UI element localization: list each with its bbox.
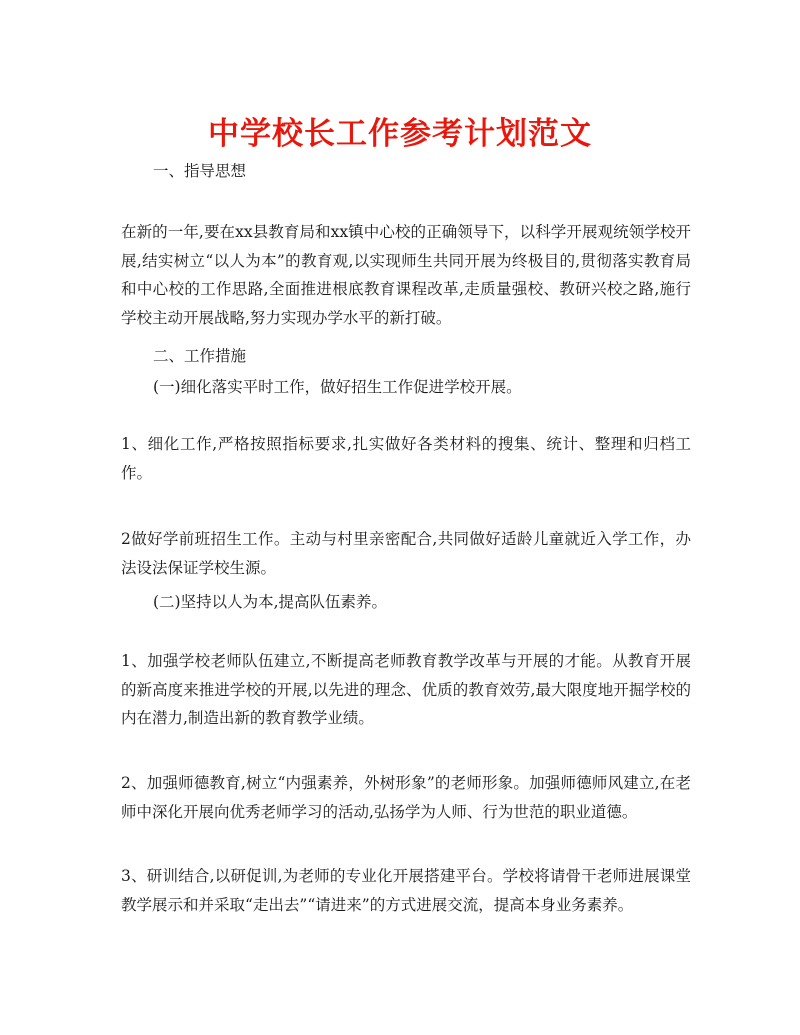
list-item-refine-work: 1、细化工作,严格按照指标要求,扎实做好各类材料的搜集、统计、整理和归档工作。 <box>121 435 691 482</box>
list-item-teacher-team: 1、加强学校老师队伍建立,不断提高老师教育教学改革与开展的才能。从教育开展的新高度来推进学校的开展,以先进的理念、优质的教育效劳,最大限度地开掘学校的内在潜力,制造出新的教育教学业绩。 <box>121 652 691 727</box>
section-heading-work-measures: 二、工作措施 <box>153 347 247 365</box>
subheading-daily-work: (一)细化落实平时工作，做好招生工作促进学校开展。 <box>153 378 522 396</box>
paragraph-guiding-ideology: 在新的一年,要在xx县教育局和xx镇中心校的正确领导下，以科学开展观统领学校开展,结实树立“以人为本”的教育观,以实现师生共同开展为终极目的,贯彻落实教育局和中心校的工作思路,全面推进根底教育课程改革,走质量强校、教研兴校之路,施行学校主动开展战略,努力实现办学水平的新打破。 <box>121 223 691 327</box>
list-item-teacher-ethics: 2、加强师德教育,树立“内强素养，外树形象”的老师形象。加强师德师风建立,在老师中深化开展向优秀老师学习的活动,弘扬学为人师、行为世范的职业道德。 <box>121 774 691 821</box>
subheading-people-oriented: (二)坚持以人为本,提高队伍素养。 <box>153 593 388 611</box>
list-item-enrollment: 2做好学前班招生工作。主动与村里亲密配合,共同做好适龄儿童就近入学工作，办法设法保证学校生源。 <box>121 530 691 577</box>
section-heading-guiding-ideology: 一、指导思想 <box>153 162 247 180</box>
document-title: 中学校长工作参考计划范文 <box>208 116 592 152</box>
list-item-research-training: 3、研训结合,以研促训,为老师的专业化开展搭建平台。学校将请骨干老师进展课堂教学展示和并采取“走出去”“请进来”的方式进展交流，提高本身业务素养。 <box>121 867 691 914</box>
